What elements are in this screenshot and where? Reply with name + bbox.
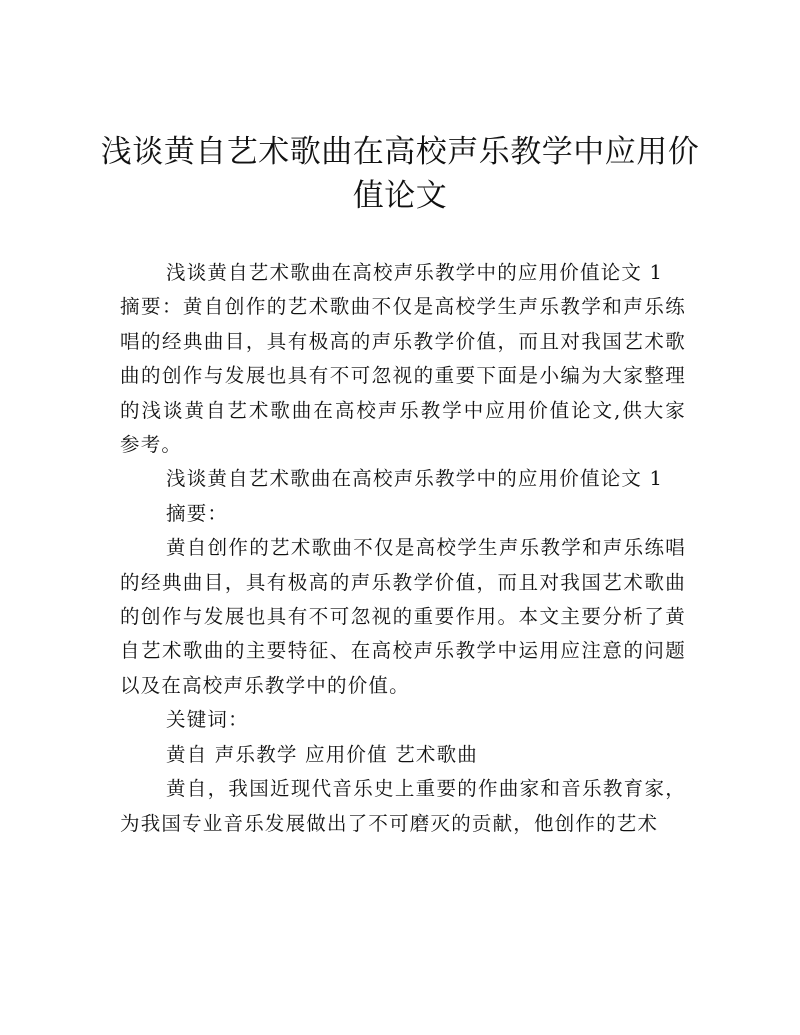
paragraph-body-1: 黄自，我国近现代音乐史上重要的作曲家和音乐教育家，为我国专业音乐发展做出了不可磨灭的贡献，他创作的艺术 (120, 777, 686, 835)
paragraph-heading-2: 浅谈黄自艺术歌曲在高校声乐教学中的应用价值论文 1 (166, 467, 664, 491)
title-line-2: 值论文 (352, 178, 448, 214)
paragraph-heading-1: 浅谈黄自艺术歌曲在高校声乐教学中的应用价值论文 1 (166, 261, 664, 284)
title-line-1: 浅谈黄自艺术歌曲在高校声乐教学中应用价 (100, 134, 700, 170)
paragraph-abstract-body: 黄自创作的艺术歌曲不仅是高校学生声乐教学和声乐练唱的经典曲目，具有极高的声乐教学价值，而且对我国艺术歌曲的创作与发展也具有不可忽视的重要作用。本文主要分析了黄自艺术歌曲的主要特征、在高校声乐教学中运用应注意的问题以及在高校声乐教学中的价值。 (120, 536, 686, 697)
paragraph-abstract-label: 摘要： (166, 501, 229, 525)
paragraph-keywords-label: 关键词： (166, 708, 249, 732)
document-title (100, 130, 700, 218)
document-body (120, 256, 686, 841)
paragraph-abstract-summary: 摘要：黄自创作的艺术歌曲不仅是高校学生声乐教学和声乐练唱的经典曲目，具有极高的声乐教学价值，而且对我国艺术歌曲的创作与发展也具有不可忽视的重要下面是小编为大家整理的浅谈黄自艺术歌曲在高校声乐教学中应用价值论文,供大家参考。 (120, 295, 686, 457)
paragraph-keywords: 黄自 声乐教学 应用价值 艺术歌曲 (166, 742, 478, 766)
